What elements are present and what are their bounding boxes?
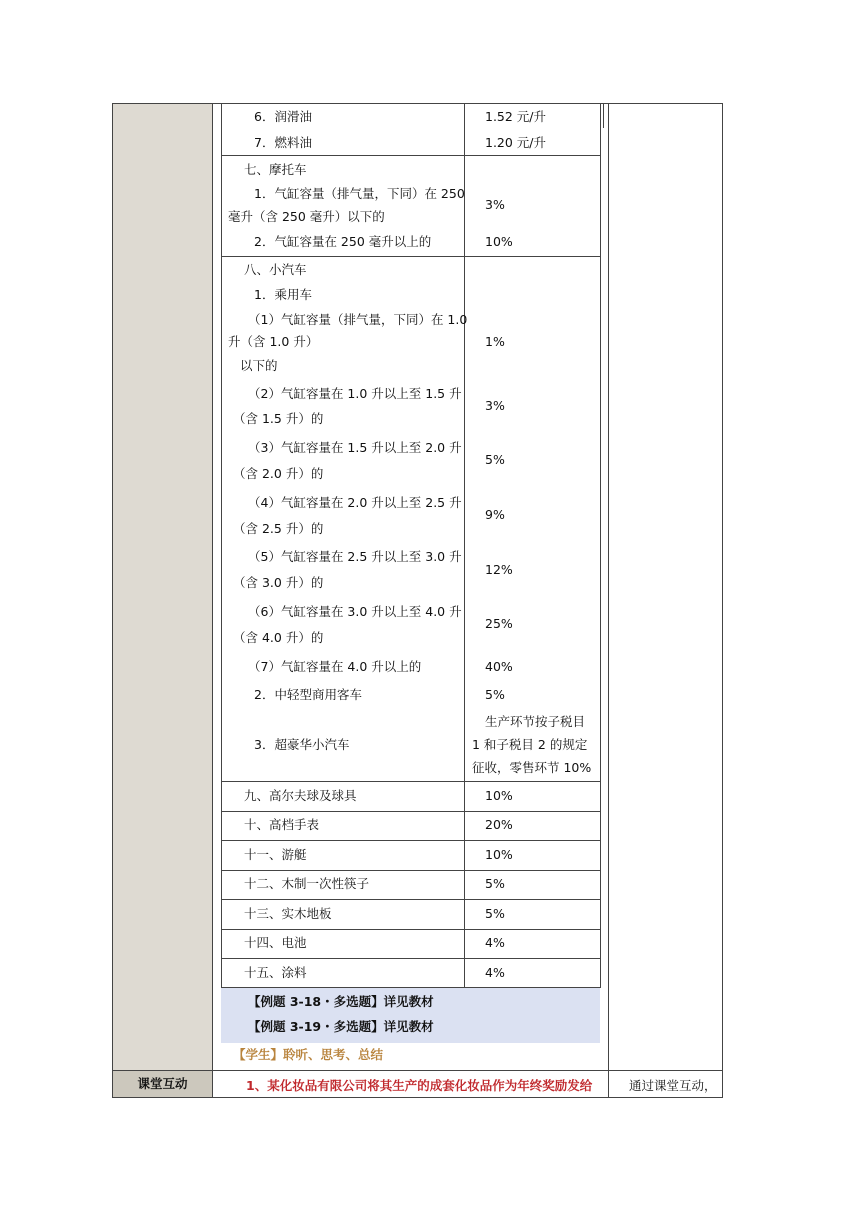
item-text: （含 1.5 升）的 <box>233 411 324 426</box>
item-text: 7．燃料油 <box>254 135 312 150</box>
col-divider-left <box>212 104 213 1097</box>
rate-row-divider <box>221 256 601 257</box>
item-text: （含 3.0 升）的 <box>233 575 324 590</box>
rate-value: 1% <box>485 334 505 349</box>
item-text: 2．中轻型商用客车 <box>254 687 362 702</box>
item-text: 十五、涂料 <box>244 965 307 980</box>
interaction-task: 1、某化妆品有限公司将其生产的成套化妆品作为年终奖励发给 <box>246 1078 593 1093</box>
item-text: （含 4.0 升）的 <box>233 630 324 645</box>
rate-row-divider <box>221 870 601 871</box>
rate-value: 9% <box>485 507 505 522</box>
item-text: 毫升（含 250 毫升）以下的 <box>228 209 385 224</box>
rate-value: 10% <box>485 788 513 803</box>
rate-table-right-border <box>600 104 601 988</box>
luxury-rate-line: 1 和子税目 2 的规定 <box>472 737 588 752</box>
inner-border-right-stub <box>603 104 604 128</box>
item-text: （含 2.5 升）的 <box>233 521 324 536</box>
rate-value: 5% <box>485 687 505 702</box>
student-activity: 【学生】聆听、思考、总结 <box>233 1047 384 1062</box>
rate-value: 1.52 元/升 <box>485 109 547 124</box>
rate-value: 1.20 元/升 <box>485 135 547 150</box>
rate-table-left-border <box>221 104 222 988</box>
rate-value: 40% <box>485 659 513 674</box>
rate-row-divider <box>221 958 601 959</box>
design-note: 通过课堂互动， <box>629 1078 717 1093</box>
rate-row-divider <box>221 811 601 812</box>
rate-row-divider <box>221 899 601 900</box>
rate-value: 10% <box>485 847 513 862</box>
rate-row-divider <box>221 155 601 156</box>
rate-value: 5% <box>485 452 505 467</box>
rate-value: 4% <box>485 935 505 950</box>
luxury-rate-line: 征收，零售环节 10% <box>472 760 592 775</box>
item-text: 1．乘用车 <box>254 287 312 302</box>
rate-value: 5% <box>485 876 505 891</box>
item-text: 九、高尔夫球及球具 <box>244 788 357 803</box>
rate-value: 10% <box>485 234 513 249</box>
item-text: 八、小汽车 <box>244 262 307 277</box>
luxury-rate-line: 生产环节按子税目 <box>485 714 586 729</box>
item-text: 6．润滑油 <box>254 109 312 124</box>
rate-row-divider <box>221 781 601 782</box>
item-text: （5）气缸容量在 2.5 升以上至 3.0 升 <box>248 549 462 564</box>
rate-value: 4% <box>485 965 505 980</box>
rate-row-divider <box>221 929 601 930</box>
item-text: 1．气缸容量（排气量，下同）在 250 <box>254 186 465 201</box>
item-text: （含 2.0 升）的 <box>233 466 324 481</box>
item-text: （2）气缸容量在 1.0 升以上至 1.5 升 <box>248 386 462 401</box>
item-text: 2．气缸容量在 250 毫升以上的 <box>254 234 432 249</box>
rate-value: 5% <box>485 906 505 921</box>
item-text: （4）气缸容量在 2.0 升以上至 2.5 升 <box>248 495 462 510</box>
item-text: （1）气缸容量（排气量，下同）在 1.0 <box>248 312 468 327</box>
rate-value: 25% <box>485 616 513 631</box>
rate-value: 3% <box>485 398 505 413</box>
item-text: 十、高档手表 <box>244 817 320 832</box>
rate-value: 3% <box>485 197 505 212</box>
example-link: 【例题 3-18・多选题】详见教材 <box>248 994 434 1009</box>
item-text: 十四、电池 <box>244 935 307 950</box>
item-text: （3）气缸容量在 1.5 升以上至 2.0 升 <box>248 440 462 455</box>
item-text: 十一、游艇 <box>244 847 307 862</box>
example-link: 【例题 3-19・多选题】详见教材 <box>248 1019 434 1034</box>
item-text: （6）气缸容量在 3.0 升以上至 4.0 升 <box>248 604 462 619</box>
rate-value: 20% <box>485 817 513 832</box>
item-text: （7）气缸容量在 4.0 升以上的 <box>248 659 422 674</box>
item-text: 3．超豪华小汽车 <box>254 737 350 752</box>
item-text: 七、摩托车 <box>244 162 307 177</box>
item-text: 十三、实木地板 <box>244 906 332 921</box>
item-text: 以下的 <box>240 358 278 373</box>
col-divider-right <box>608 104 609 1097</box>
section-label: 课堂互动 <box>113 1071 212 1097</box>
rate-row-divider <box>221 840 601 841</box>
rate-value: 12% <box>485 562 513 577</box>
item-text: 升（含 1.0 升） <box>228 334 319 349</box>
rate-table-middle-border <box>464 104 465 988</box>
item-text: 十二、木制一次性筷子 <box>244 876 370 891</box>
